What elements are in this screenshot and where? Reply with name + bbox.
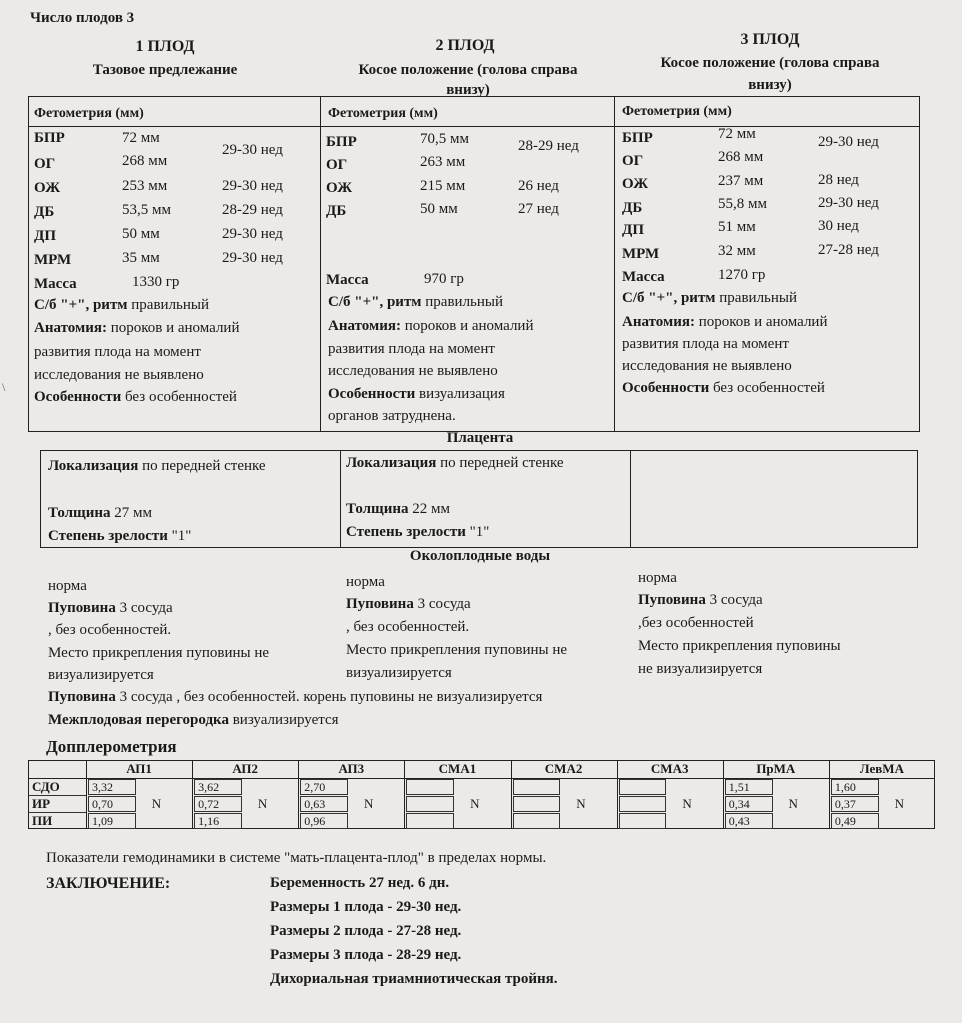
column-divider: [630, 450, 631, 548]
hemodynamics-note: Показатели гемодинамики в системе "мать-плацента-плод" в пределах нормы.: [46, 850, 547, 866]
row-value: 263 мм: [420, 154, 466, 170]
placenta-thickness-label: Толщина: [48, 505, 111, 521]
doppler-value-cell: [619, 779, 667, 795]
doppler-row-label: ПИ: [32, 813, 53, 828]
anatomy-line: [622, 314, 828, 331]
fluids-title: Околоплодные воды: [409, 548, 551, 564]
septum-value: визуализируется: [232, 712, 339, 728]
row-term: 27-28 нед: [818, 242, 879, 258]
doppler-group-name: АП3: [338, 761, 365, 776]
row-label: ДБ: [622, 200, 643, 216]
row-label: МРМ: [34, 252, 72, 268]
doppler-row-label: СДО: [32, 779, 60, 794]
doppler-status: N: [364, 796, 374, 811]
row-term: 26 нед: [518, 178, 559, 194]
row-value: 35 мм: [122, 250, 160, 266]
placenta-location-label: Локализация: [48, 458, 139, 474]
heart-line: [622, 290, 797, 307]
row-value: 72 мм: [718, 126, 756, 142]
fluid-norm: норма: [346, 574, 385, 590]
doppler-row-divider: [28, 812, 86, 813]
row-value: 50 мм: [420, 201, 458, 217]
doppler-group-name: ПрМА: [756, 761, 796, 776]
features-value: визуализация: [419, 386, 505, 402]
anatomy-label: Анатомия:: [328, 318, 401, 334]
doppler-group-name: СМА2: [544, 761, 583, 776]
fetus-3-title: 3 ПЛОД: [740, 31, 800, 48]
doppler-value: 0,96: [304, 814, 326, 828]
anatomy-line: [328, 318, 534, 335]
attach-line2: не визуализируется: [638, 661, 763, 677]
row-value: 268 мм: [122, 153, 168, 169]
mass-value: 1270 гр: [718, 267, 766, 283]
heart-line: [34, 297, 209, 314]
anatomy-value: пороков и аномалий: [110, 320, 240, 336]
doppler-value-cell: [406, 779, 454, 795]
placenta-thickness-label: Толщина: [346, 501, 409, 517]
conclusion-line: Размеры 3 плода - 28-29 нед.: [270, 947, 462, 963]
attach-line2: визуализируется: [48, 667, 154, 683]
attach-line1: Место прикрепления пуповины не: [48, 645, 270, 661]
placenta-title: Плацента: [446, 430, 514, 446]
fetus-3-presentation: Косое положение (голова справа: [660, 55, 880, 71]
row-label: ОГ: [622, 153, 644, 169]
row-value: 215 мм: [420, 178, 466, 194]
anatomy-line2: развития плода на момент: [34, 344, 201, 360]
cord-summary-value: 3 сосуда , без особенностей. корень пуповины не визуализируется: [119, 689, 543, 705]
features-line: [622, 380, 825, 397]
column-divider: [614, 96, 615, 432]
row-term: 29-30 нед: [818, 195, 879, 211]
fetus-1-presentation: Тазовое предлежание: [92, 62, 238, 78]
cord-line: [638, 592, 763, 609]
features-label: Особенности: [622, 380, 710, 396]
doppler-value: 0,49: [834, 814, 856, 828]
row-label: ОЖ: [34, 180, 61, 196]
row-label: ДБ: [326, 203, 347, 219]
placenta-location: [346, 455, 564, 472]
doppler-row-divider: [28, 795, 86, 796]
cord-label: Пуповина: [346, 596, 414, 612]
row-value: 53,5 мм: [122, 202, 171, 218]
row-value: 72 мм: [122, 130, 160, 146]
placenta-maturity-value: "1": [171, 528, 192, 544]
row-label: ОГ: [34, 156, 56, 172]
row-label: ДБ: [34, 204, 55, 220]
doppler-value: 0,37: [834, 797, 856, 811]
header-divider: [28, 126, 920, 127]
doppler-value: 1,51: [728, 780, 750, 794]
cord-label: Пуповина: [638, 592, 706, 608]
row-term: 28 нед: [818, 172, 859, 188]
doppler-value: 1,09: [92, 814, 113, 828]
features-line: [328, 386, 505, 403]
row-term: 30 нед: [818, 218, 859, 234]
anatomy-line2: развития плода на момент: [622, 336, 789, 352]
doppler-group-name: АП2: [232, 761, 259, 776]
placenta-thickness-value: 22 мм: [412, 501, 450, 517]
placenta-location-value: по передней стенке: [142, 458, 266, 474]
septum-line: [48, 712, 339, 729]
fetus-2-presentation-line2: внизу): [446, 82, 490, 98]
row-term: 29-30 нед: [818, 134, 879, 150]
fetus-2-presentation: Косое положение (голова справа: [358, 62, 578, 78]
doppler-value-cell: [406, 796, 454, 812]
heart-value: правильный: [719, 290, 798, 306]
cord-value: 3 сосуда: [417, 596, 471, 612]
placenta-location-label: Локализация: [346, 455, 437, 471]
anatomy-label: Анатомия:: [34, 320, 107, 336]
row-term: 27 нед: [518, 201, 559, 217]
attach-line1: Место прикрепления пуповины не: [346, 642, 568, 658]
row-value: 268 мм: [718, 149, 764, 165]
conclusion-line: Размеры 1 плода - 29-30 нед.: [270, 899, 462, 915]
margin-mark: \: [2, 380, 6, 394]
anatomy-line3: исследования не выявлено: [34, 367, 204, 383]
placenta-thickness: [346, 501, 450, 518]
cord-line: [48, 600, 173, 617]
column-divider: [320, 96, 321, 432]
anatomy-value: пороков и аномалий: [698, 314, 828, 330]
doppler-status: N: [151, 796, 162, 811]
doppler-value-cell: [513, 796, 561, 812]
mass-value: 970 гр: [424, 271, 464, 287]
doppler-value: 2,70: [304, 780, 326, 794]
doppler-value: 0,72: [198, 797, 220, 811]
attach-line2: визуализируется: [346, 665, 452, 681]
mass-label: Масса: [326, 272, 369, 288]
cord-summary-label: Пуповина: [48, 689, 116, 705]
row-label: ОЖ: [622, 176, 649, 192]
conclusion-line: Дихориальная триамниотическая тройня.: [270, 971, 558, 987]
fluid-norm: норма: [638, 570, 677, 586]
doppler-status: N: [257, 796, 268, 811]
doppler-status: N: [470, 796, 480, 811]
row-label: БПР: [34, 130, 65, 146]
features-line2: органов затруднена.: [328, 408, 456, 424]
placenta-thickness: [48, 505, 152, 522]
fetus-1-title: 1 ПЛОД: [135, 38, 195, 55]
row-value: 55,8 мм: [718, 196, 767, 212]
doppler-value-cell: [513, 813, 561, 829]
doppler-value: 3,32: [92, 780, 113, 794]
features-label: Особенности: [328, 386, 416, 402]
fetus-3-presentation-line2: внизу): [748, 77, 792, 93]
features-label: Особенности: [34, 389, 122, 405]
cord-value: 3 сосуда: [709, 592, 763, 608]
mass-label: Масса: [34, 276, 77, 292]
doppler-group-name: СМА1: [438, 761, 477, 776]
column-divider: [340, 450, 341, 548]
doppler-value: 0,63: [304, 797, 326, 811]
placenta-location: [48, 458, 266, 475]
row-term: 29-30 нед: [222, 250, 283, 266]
cord-value: 3 сосуда: [119, 600, 173, 616]
doppler-value: 0,43: [728, 814, 750, 828]
heart-value: правильный: [425, 294, 504, 310]
heart-label: С/б "+", ритм: [34, 297, 128, 313]
doppler-value-cell: [619, 796, 667, 812]
row-term: 28-29 нед: [518, 138, 579, 154]
cord-line2: , без особенностей.: [346, 619, 470, 635]
fetus-count: Число плодов 3: [30, 10, 135, 26]
cord-line2: ,без особенностей: [638, 615, 754, 631]
row-term: 28-29 нед: [222, 202, 283, 218]
row-term: 29-30 нед: [222, 226, 283, 242]
conclusion-line: Размеры 2 плода - 27-28 нед.: [270, 923, 462, 939]
doppler-value: 3,62: [198, 780, 220, 794]
placenta-maturity: [48, 528, 191, 545]
cord-label: Пуповина: [48, 600, 116, 616]
doppler-value-cell: [513, 779, 561, 795]
doppler-value: 0,34: [728, 797, 750, 811]
attach-line1: Место прикрепления пуповины: [638, 638, 841, 654]
mass-label: Масса: [622, 269, 665, 285]
row-value: 237 мм: [718, 173, 764, 189]
placenta-thickness-value: 27 мм: [114, 505, 152, 521]
anatomy-line2: развития плода на момент: [328, 341, 495, 357]
heart-line: [328, 294, 503, 311]
doppler-group-name: АП1: [126, 761, 152, 776]
conclusion-label: ЗАКЛЮЧЕНИЕ:: [46, 875, 171, 892]
anatomy-line3: исследования не выявлено: [328, 363, 498, 379]
row-term: 29-30 нед: [222, 142, 283, 158]
doppler-value: 0,70: [92, 797, 113, 811]
cord-line: [346, 596, 471, 613]
doppler-row-label: ИР: [32, 796, 51, 811]
doppler-status: N: [682, 796, 692, 811]
features-value: без особенностей: [125, 389, 237, 405]
fetus-2-title: 2 ПЛОД: [435, 37, 495, 54]
anatomy-line3: исследования не выявлено: [622, 358, 792, 374]
row-term: 29-30 нед: [222, 178, 283, 194]
doppler-status: N: [894, 796, 905, 811]
doppler-value-cell: [406, 813, 454, 829]
placenta-maturity: [346, 524, 489, 541]
mass-value: 1330 гр: [132, 274, 180, 290]
doppler-status: N: [788, 796, 798, 811]
fetometry-header: Фетометрия (мм): [622, 104, 732, 119]
cord-summary: [48, 689, 542, 706]
anatomy-label: Анатомия:: [622, 314, 695, 330]
anatomy-value: пороков и аномалий: [404, 318, 534, 334]
features-value: без особенностей: [713, 380, 825, 396]
anatomy-line: [34, 320, 240, 337]
row-value: 51 мм: [718, 219, 756, 235]
doppler-title: Допплерометрия: [46, 737, 177, 756]
heart-value: правильный: [131, 297, 210, 313]
row-value: 32 мм: [718, 243, 756, 259]
row-label: БПР: [326, 134, 357, 150]
row-label: МРМ: [622, 246, 660, 262]
row-label: БПР: [622, 130, 653, 146]
doppler-value-cell: [619, 813, 667, 829]
doppler-status: N: [576, 796, 586, 811]
fetometry-header: Фетометрия (мм): [34, 106, 144, 121]
placenta-maturity-label: Степень зрелости: [346, 524, 466, 540]
septum-label: Межплодовая перегородка: [48, 712, 229, 728]
fluid-norm: норма: [48, 578, 87, 594]
doppler-group-name: СМА3: [650, 761, 689, 776]
row-label: ДП: [622, 222, 644, 238]
fetometry-header: Фетометрия (мм): [328, 106, 438, 121]
row-value: 70,5 мм: [420, 131, 469, 147]
row-value: 253 мм: [122, 178, 168, 194]
placenta-maturity-value: "1": [469, 524, 490, 540]
row-label: ОЖ: [326, 180, 353, 196]
doppler-value: 1,60: [834, 780, 856, 794]
heart-label: С/б "+", ритм: [622, 290, 716, 306]
placenta-maturity-label: Степень зрелости: [48, 528, 168, 544]
cord-line2: , без особенностей.: [48, 622, 172, 638]
row-value: 50 мм: [122, 226, 160, 242]
doppler-value: 1,16: [198, 814, 220, 828]
row-label: ДП: [34, 228, 56, 244]
doppler-group-name: ЛевМА: [859, 761, 904, 776]
heart-label: С/б "+", ритм: [328, 294, 422, 310]
conclusion-line: Беременность 27 нед. 6 дн.: [270, 875, 450, 891]
placenta-location-value: по передней стенке: [440, 455, 564, 471]
row-label: ОГ: [326, 157, 348, 173]
features-line: [34, 389, 237, 406]
doppler-header-divider: [28, 778, 935, 779]
